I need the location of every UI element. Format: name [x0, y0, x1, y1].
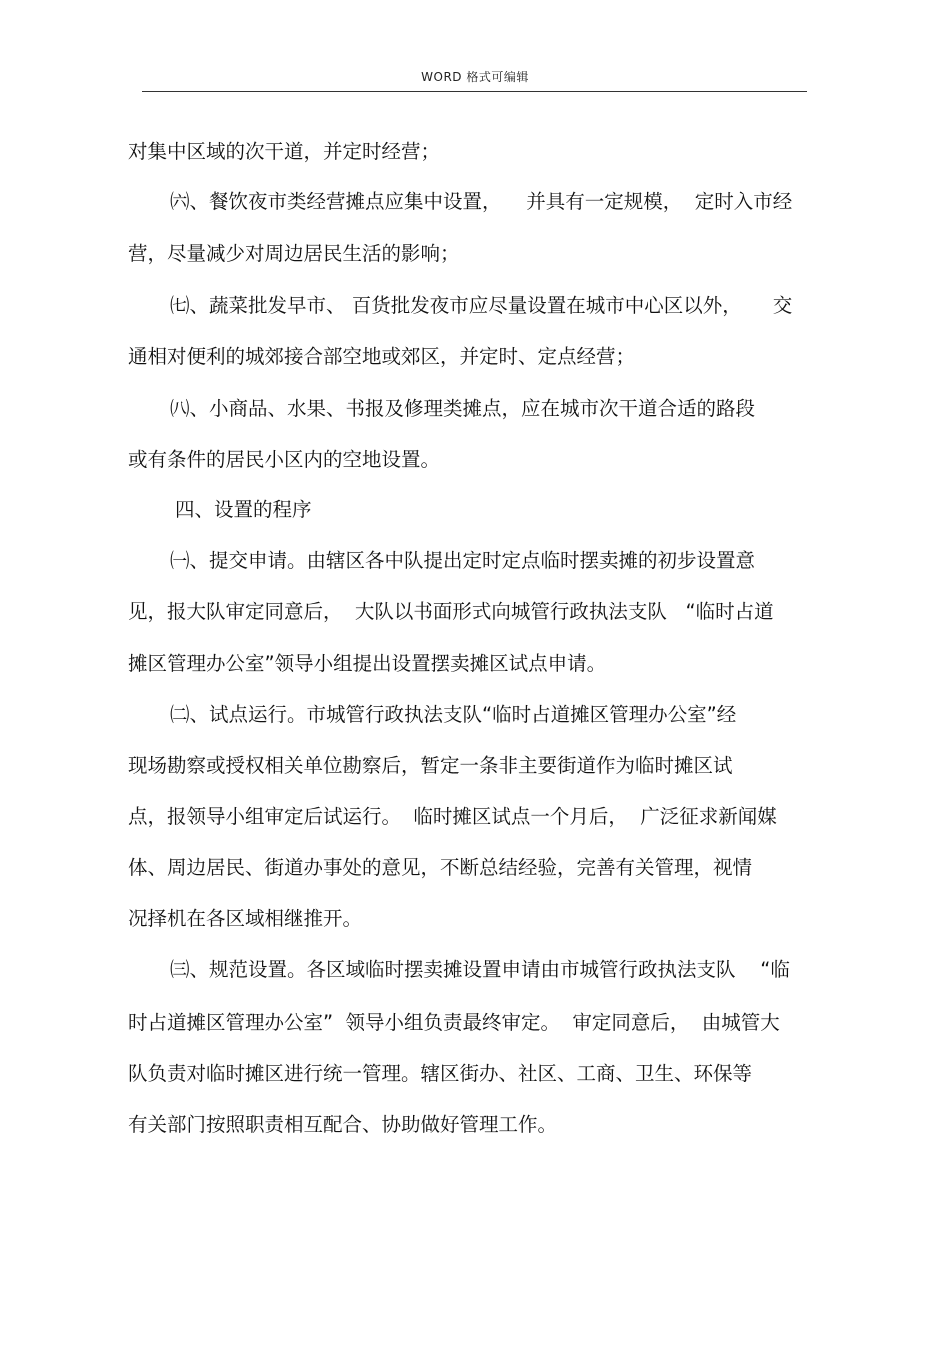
text-line: 通相对便利的城郊接合部空地或郊区，并定时、定点经营；	[128, 345, 636, 368]
text-line: 见，报大队审定同意后， 大队以书面形式向城管行政执法支队 “临时占道	[128, 600, 774, 623]
page-header: WORD 格式可编辑	[421, 70, 529, 84]
text-line: 体、周边居民、街道办事处的意见，不断总结经验，完善有关管理，视情	[128, 856, 753, 879]
text-line: 或有条件的居民小区内的空地设置。	[128, 448, 441, 471]
text-line: ㈢、规范设置。各区域临时摆卖摊设置申请由市城管行政执法支队 “临	[170, 958, 790, 981]
text-line: 有关部门按照职责相互配合、协助做好管理工作。	[128, 1113, 558, 1136]
text-line: 况择机在各区域相继推开。	[128, 907, 363, 930]
text-line: ㈡、试点运行。市城管行政执法支队“临时占道摊区管理办公室”经	[170, 703, 737, 726]
section-heading: 四、设置的程序	[175, 498, 312, 521]
text-line: ㈥、餐饮夜市类经营摊点应集中设置， 并具有一定规模， 定时入市经	[170, 190, 793, 213]
text-line: 队负责对临时摊区进行统一管理。辖区街办、社区、工商、卫生、环保等	[128, 1062, 753, 1085]
text-line: 摊区管理办公室”领导小组提出设置摆卖摊区试点申请。	[128, 652, 607, 675]
header-divider	[142, 91, 807, 92]
text-line: 时占道摊区管理办公室” 领导小组负责最终审定。 审定同意后， 由城管大	[128, 1011, 780, 1034]
text-line: 对集中区域的次干道，并定时经营；	[128, 140, 441, 163]
text-line: ㈠、提交申请。由辖区各中队提出定时定点临时摆卖摊的初步设置意	[170, 549, 756, 572]
text-line: 营，尽量减少对周边居民生活的影响；	[128, 242, 460, 265]
text-line: 现场勘察或授权相关单位勘察后，暂定一条非主要街道作为临时摊区试	[128, 754, 733, 777]
text-line: ㈦、蔬菜批发早市、 百货批发夜市应尽量设置在城市中心区以外， 交	[170, 294, 793, 317]
text-line: 点，报领导小组审定后试运行。 临时摊区试点一个月后， 广泛征求新闻媒	[128, 805, 777, 828]
text-line: ㈧、小商品、水果、书报及修理类摊点，应在城市次干道合适的路段	[170, 397, 756, 420]
